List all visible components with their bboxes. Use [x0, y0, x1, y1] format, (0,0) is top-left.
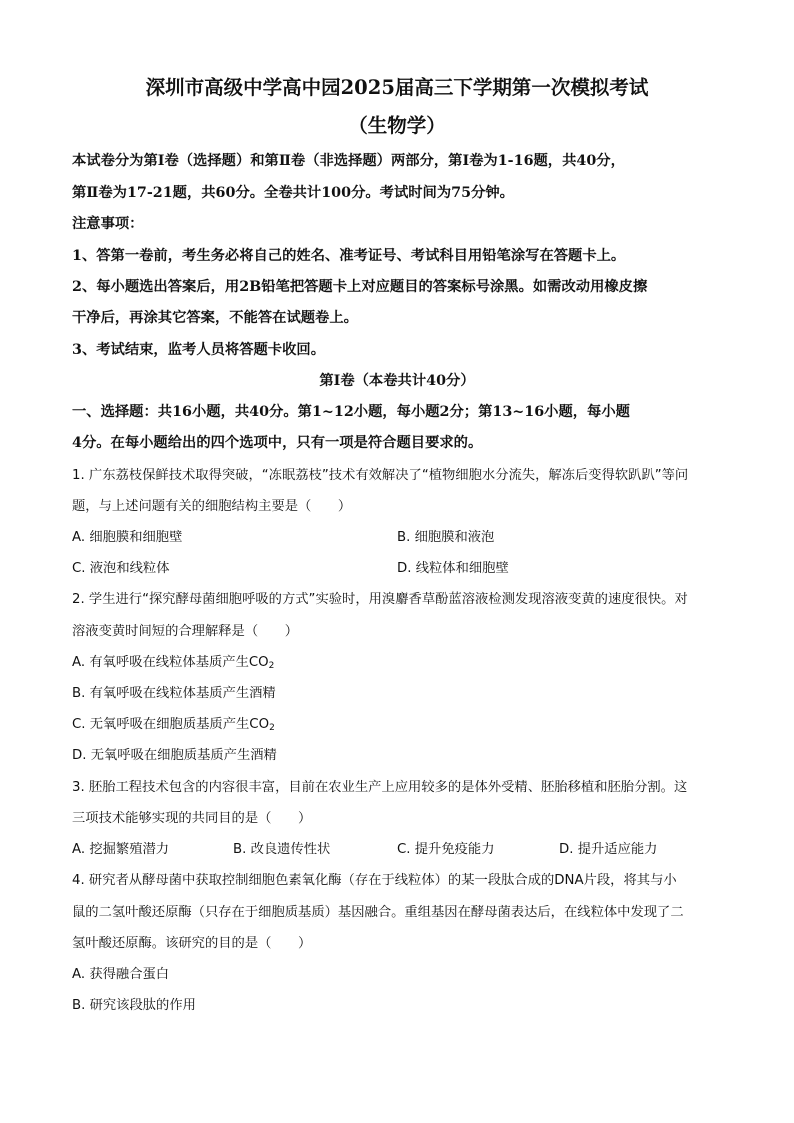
intro-line-2: 第Ⅱ卷为17-21题，共60分。全卷共计100分。考试时间为75分钟。 [72, 185, 514, 201]
note-1: 1、答第一卷前，考生务必将自己的姓名、准考证号、考试科目用铅笔涂写在答题卡上。 [72, 248, 626, 264]
note-2-line-2: 干净后，再涂其它答案，不能答在试题卷上。 [72, 310, 358, 326]
q1-stem-line-2: 题，与上述问题有关的细胞结构主要是（ ） [72, 499, 352, 514]
q2-option-c-subscript: 2 [269, 723, 275, 733]
q3-stem-line-2: 三项技术能够实现的共同目的是（ ） [72, 811, 312, 826]
q2-option-c [72, 713, 275, 733]
section-1-line-2: 4分。在每小题给出的四个选项中，只有一项是符合题目要求的。 [72, 435, 483, 451]
q2-stem-line-2: 溶液变黄时间短的合理解释是（ ） [72, 624, 299, 639]
notes-heading: 注意事项： [72, 216, 144, 232]
q2-option-a [72, 651, 274, 671]
q3-option-b: B. 改良遗传性状 [233, 842, 331, 857]
intro-line-1: 本试卷分为第Ⅰ卷（选择题）和第Ⅱ卷（非选择题）两部分，第Ⅰ卷为1-16题，共40分， [72, 153, 625, 169]
q4-option-b: B. 研究该段肽的作用 [72, 998, 196, 1013]
q1-option-d: D. 线粒体和细胞壁 [397, 561, 509, 576]
exam-title: 深圳市高级中学高中园2025届高三下学期第一次模拟考试 [145, 76, 649, 99]
q2-option-d: D. 无氧呼吸在细胞质基质产生酒精 [72, 748, 277, 763]
q3-option-a: A. 挖掘繁殖潜力 [72, 842, 170, 857]
q1-option-a: A. 细胞膜和细胞壁 [72, 530, 183, 545]
q1-stem-line-1: 1. 广东荔枝保鲜技术取得突破，“冻眠荔枝”技术有效解决了“植物细胞水分流失，解冻后变得软趴趴”等问 [72, 468, 689, 483]
note-3: 3、考试结束，监考人员将答题卡收回。 [72, 342, 325, 358]
q4-stem-line-2: 鼠的二氢叶酸还原酶（只存在于细胞质基质）基因融合。重组基因在酵母菌表达后，在线粒体中发现了二 [72, 905, 684, 920]
q4-option-a: A. 获得融合蛋白 [72, 967, 170, 982]
q4-stem-line-1: 4. 研究者从酵母菌中获取控制细胞色素氧化酶（存在于线粒体）的某一段肽合成的DNA片段，将其与小 [72, 873, 677, 888]
q4-stem-line-3: 氢叶酸还原酶。该研究的目的是（ ） [72, 936, 312, 951]
q1-option-c: C. 液泡和线粒体 [72, 561, 170, 576]
q2-stem-line-1: 2. 学生进行“探究酵母菌细胞呼吸的方式”实验时，用溴麝香草酚蓝溶液检测发现溶液变黄的速度很快。对 [72, 592, 688, 607]
q3-option-c: C. 提升免疫能力 [397, 842, 495, 857]
q2-option-a-text: A. 有氧呼吸在线粒体基质产生CO [72, 655, 269, 670]
q2-option-b: B. 有氧呼吸在线粒体基质产生酒精 [72, 686, 276, 701]
q3-stem-line-1: 3. 胚胎工程技术包含的内容很丰富，目前在农业生产上应用较多的是体外受精、胚胎移植和胚胎分割。这 [72, 780, 688, 795]
part-1-heading: 第Ⅰ卷（本卷共计40分） [319, 373, 475, 389]
q1-option-b: B. 细胞膜和液泡 [397, 530, 495, 545]
exam-subtitle: （生物学） [348, 114, 446, 137]
section-1-line-1: 一、选择题：共16小题，共40分。第1~12小题，每小题2分；第13~16小题，每小题 [72, 404, 630, 420]
q3-option-d: D. 提升适应能力 [559, 842, 658, 857]
q2-option-c-text: C. 无氧呼吸在细胞质基质产生CO [72, 717, 270, 732]
q2-option-a-subscript: 2 [268, 661, 275, 671]
note-2-line-1: 2、每小题选出答案后，用2B铅笔把答题卡上对应题目的答案标号涂黑。如需改动用橡皮擦 [72, 279, 648, 295]
